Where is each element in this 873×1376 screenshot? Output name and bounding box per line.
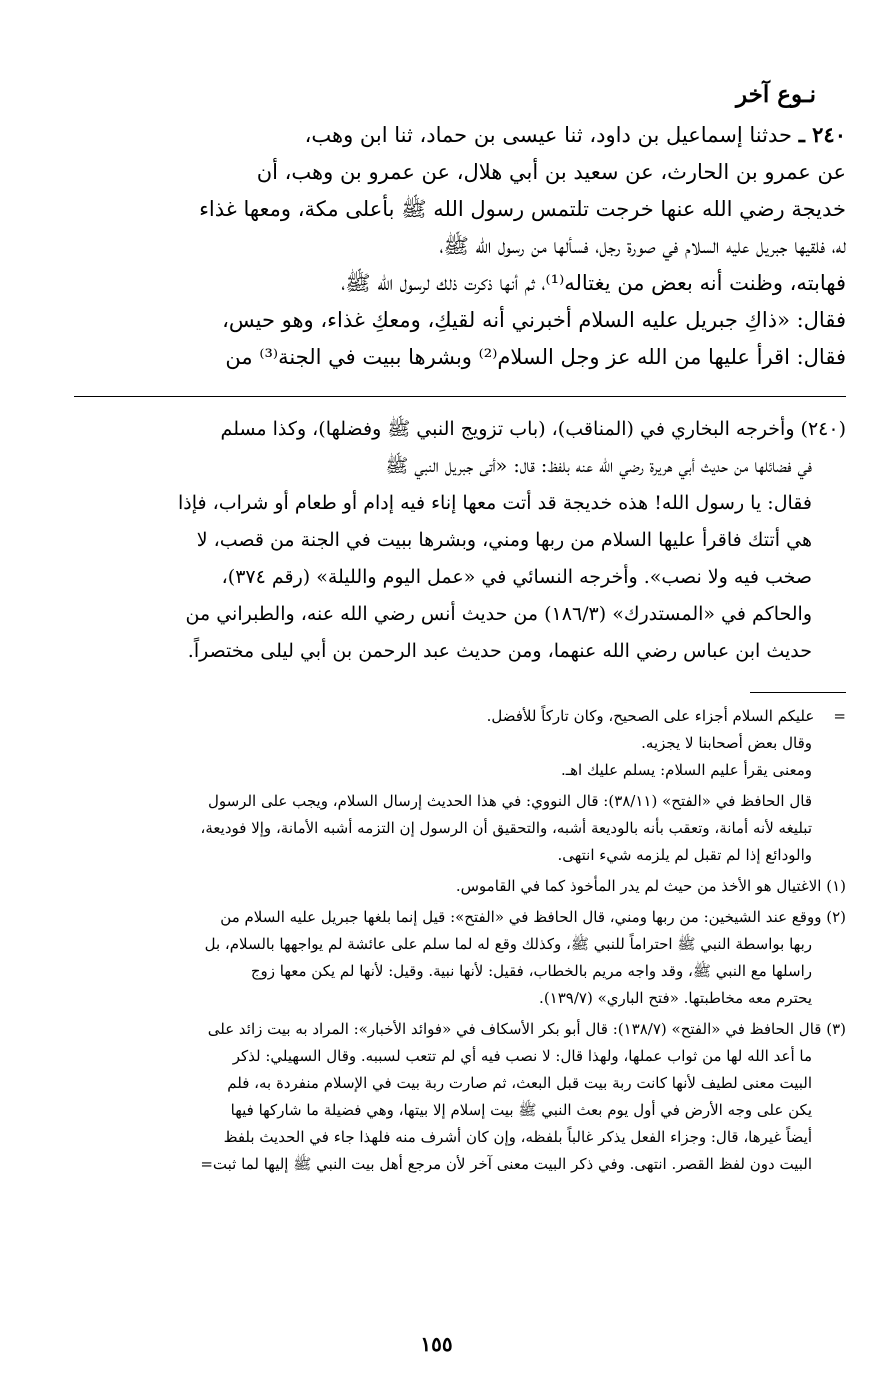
- hadith-line: فقال: «ذاكِ جبريل عليه السلام أخبرني أنه لقيكِ، ومعكِ غذاء، وهو حيس،: [222, 308, 846, 332]
- takhrij-line: (٢٤٠) وأخرجه البخاري في (المناقب)، (باب تزويج النبي ﷺ وفضلها)، وكذا مسلم: [220, 418, 846, 440]
- footnote-2: [74, 904, 846, 1012]
- hadith-line: ٢٤٠ ـ حدثنا إسماعيل بن داود، ثنا عيسى بن حماد، ثنا ابن وهب،: [304, 122, 846, 147]
- footnote-line: يكن على وجه الأرض في أول يوم بعث النبي ﷺ بيت إسلام إلا بيتها، وهي فضيلة ما شاركها فيها: [230, 1101, 812, 1119]
- separator-rule: [74, 396, 846, 397]
- footnote-line: راسلها مع النبي ﷺ، وقد واجه مريم بالخطاب، فقيل: لأنها نبية. وقيل: لأنها لم يكن معها زوج: [250, 962, 812, 980]
- hadith-line: خديجة رضي الله عنها خرجت تلتمس رسول الله ﷺ بأعلى مكة، ومعها غذاء: [199, 197, 846, 221]
- hadith-line: عن عمرو بن الحارث، عن سعيد بن أبي هلال، عن عمرو بن وهب، أن: [256, 160, 846, 184]
- footnote-line: (٢) ووقع عند الشيخين: من ربها ومني، قال الحافظ في «الفتح»: قيل إنما بلغها جبريل عليه السلام من: [220, 908, 846, 926]
- footnote-line: قال الحافظ في «الفتح» (٣٨/١١): قال النووي: في هذا الحديث إرسال السلام، ويجب على الرسول: [207, 792, 812, 810]
- takhrij-line: والحاكم في «المستدرك» (١٨٦/٣) من حديث أنس رضي الله عنه، والطبراني من: [185, 603, 812, 625]
- takhrij-line: حديث ابن عباس رضي الله عنهما، ومن حديث عبد الرحمن بن أبي ليلى مختصراً.: [187, 640, 812, 662]
- footnote-line: ربها بواسطة النبي ﷺ احتراماً للنبي ﷺ، وكذلك وقع له لما سلم على عائشة لم يواجهها بالسلام، بل: [204, 935, 812, 953]
- continued-footnote: [74, 703, 846, 784]
- page-number: ١٥٥: [420, 1332, 453, 1356]
- hadith-line: فهابته، وظنت أنه بعض من يغتاله⁽¹⁾، ثم أنها ذكرت ذلك لرسول الله ﷺ،: [341, 271, 846, 295]
- takhrij-line: في فضائلها من حديث أبي هريرة رضي الله عنه بلفظ: قال: «أتى جبريل النبي ﷺ: [385, 455, 812, 477]
- footnotes: [74, 703, 846, 1178]
- footnote-3: [74, 1016, 846, 1178]
- book-page: [74, 78, 846, 1358]
- footnote-line: ومعنى يقرأ عليم السلام: يسلم عليك اهـ.: [560, 761, 812, 779]
- section-title: نـوع آخر: [735, 81, 816, 108]
- takhrij-line: فقال: يا رسول الله! هذه خديجة قد أتت معها إناء فيه إدام أو طعام أو شراب، فإذا: [177, 492, 812, 514]
- hadith-line: له، فلقيها جبريل عليه السلام في صورة رجل، فسألها من رسول الله ﷺ،: [439, 234, 846, 258]
- footnote-line: البيت معنى لطيف لأنها كانت ربة بيت قبل البعث، ثم صارت ربة بيت في الإسلام منفردة به، فلم: [227, 1074, 812, 1092]
- takhrij-block: [74, 411, 846, 670]
- footnote-line: تبليغه لأنه أمانة، وتعقب بأنه بالوديعة أشبه، والتحقيق أن الرسول إن التزمه أشبه الأمانة، وإلا فوديعة،: [200, 819, 812, 837]
- footnote-line: والودائع إذا لم تقبل لم يلزمه شيء انتهى.: [557, 846, 812, 864]
- continuation-marker: =: [833, 707, 846, 725]
- footnote-line: أيضاً غيرها، قال: وجزاء الفعل يذكر غالباً بلفظه، وإن كان أشرف منه فلهذا جاء في الحديث بلفظ: [223, 1128, 812, 1146]
- footnote-line: (١) الاغتيال هو الأخذ من حيث لم يدر المأخوذ كما في القاموس.: [455, 877, 846, 895]
- hafiz-note: [74, 788, 846, 869]
- footnote-1: [74, 873, 846, 900]
- footnote-line: ما أعد الله لها من ثواب عملها، ولهذا قال: لا نصب فيه أي لم تتعب لسببه. وقال السهيلي: لذكر: [232, 1047, 812, 1065]
- takhrij-line: صخب فيه ولا نصب». وأخرجه النسائي في «عمل اليوم والليلة» (رقم ٣٧٤)،: [221, 566, 812, 588]
- footnote-line: وقال بعض أصحابنا لا يجزيه.: [641, 734, 812, 752]
- hadith-number: ٢٤٠ ـ: [798, 122, 846, 147]
- takhrij-line: هي أتتك فاقرأ عليها السلام من ربها ومني، وبشرها ببيت في الجنة من قصب، لا: [196, 529, 812, 551]
- hadith-line: فقال: اقرأ عليها من الله عز وجل السلام⁽²⁾ وبشرها ببيت في الجنة⁽³⁾ من: [225, 345, 846, 369]
- footnote-line: = عليكم السلام أجزاء على الصحيح، وكان تاركاً للأفضل.: [486, 707, 846, 725]
- hadith-text: [74, 116, 846, 376]
- footnote-rule: [750, 692, 846, 693]
- footnote-line: (٣) قال الحافظ في «الفتح» (١٣٨/٧): قال أبو بكر الأسكاف في «فوائد الأخبار»: المراد به بيت زائد على: [207, 1020, 846, 1038]
- footnote-line: يحترم معه مخاطبتها. «فتح الباري» (١٣٩/٧).: [539, 989, 812, 1007]
- footnote-line: البيت دون لفظ القصر. انتهى. وفي ذكر البيت معنى آخر لأن مرجع أهل بيت النبي ﷺ إليها لما ثبت=: [200, 1155, 812, 1173]
